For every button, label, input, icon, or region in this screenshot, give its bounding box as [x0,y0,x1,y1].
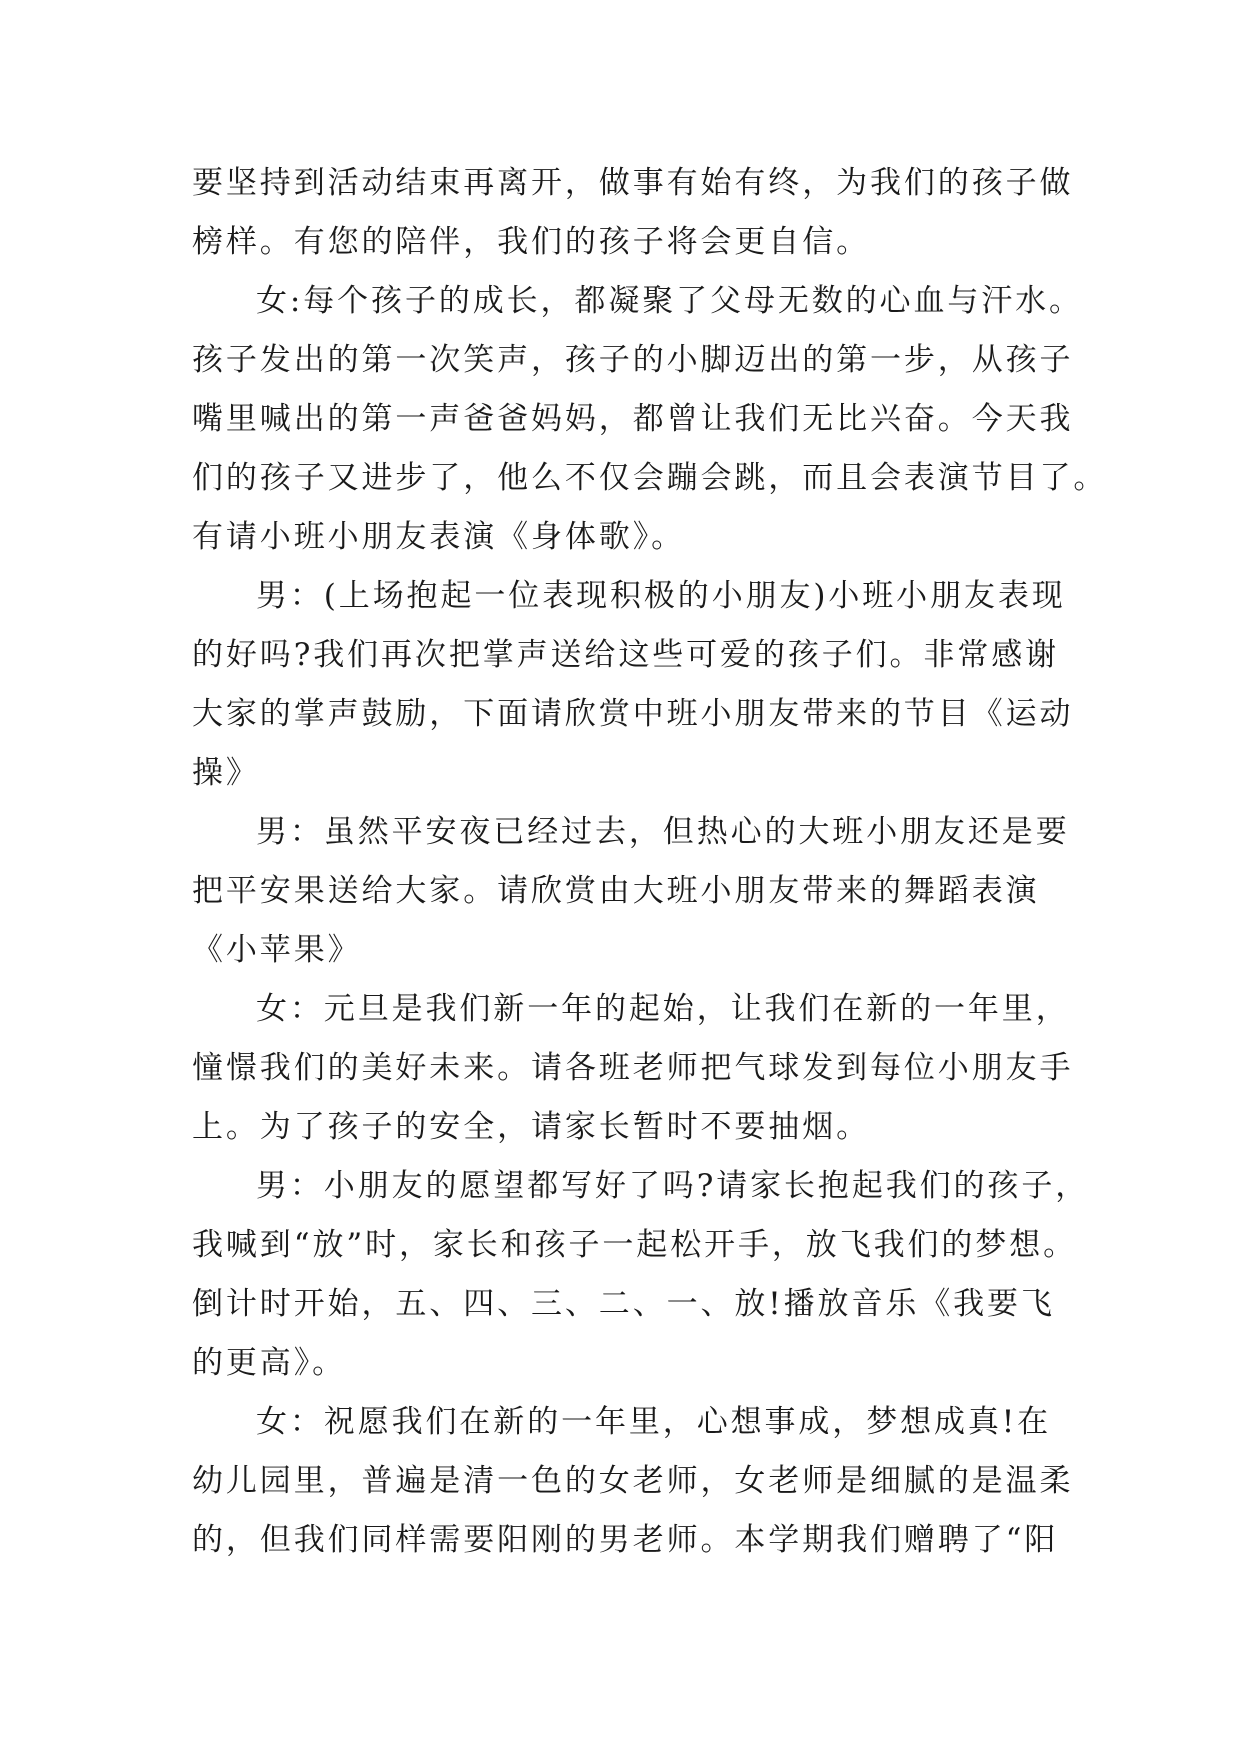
text-line: 把平安果送给大家。请欣赏由大班小朋友带来的舞蹈表演 [192,873,1040,909]
text-line: 孩子发出的第一次笑声，孩子的小脚迈出的第一步，从孩子 [192,342,1074,378]
text-line: 的更高》。 [192,1345,346,1381]
paragraph-start-line: 男：小朋友的愿望都写好了吗?请家长抱起我们的孩子， [256,1168,1090,1204]
text-line: 我喊到“放”时，家长和孩子一起松开手，放飞我们的梦想。 [192,1227,1077,1263]
text-line: 上。为了孩子的安全，请家长暂时不要抽烟。 [192,1109,870,1145]
text-line: 嘴里喊出的第一声爸爸妈妈，都曾让我们无比兴奋。今天我 [192,401,1074,437]
text-line: 《小苹果》 [192,932,362,968]
text-line: 倒计时开始，五、四、三、二、一、放!播放音乐《我要飞 [192,1286,1055,1322]
text-line: 幼儿园里，普遍是清一色的女老师，女老师是细腻的是温柔 [192,1463,1074,1499]
text-line: 有请小班小朋友表演《身体歌》。 [192,519,685,555]
paragraph-start-line: 男：(上场抱起一位表现积极的小朋友)小班小朋友表现 [256,578,1066,614]
text-line: 操》 [192,755,260,791]
text-line: 榜样。有您的陪伴，我们的孩子将会更自信。 [192,224,870,260]
paragraph-start-line: 女：祝愿我们在新的一年里，心想事成，梦想成真!在 [256,1404,1052,1440]
text-line: 憧憬我们的美好未来。请各班老师把气球发到每位小朋友手 [192,1050,1074,1086]
text-line: 要坚持到活动结束再离开，做事有始有终，为我们的孩子做 [192,165,1074,201]
text-line: 们的孩子又进步了，他么不仅会蹦会跳，而且会表演节目了。 [192,460,1108,496]
document-body [192,154,1108,1570]
paragraph-start-line: 女：元旦是我们新一年的起始，让我们在新的一年里， [256,991,1070,1027]
text-line: 大家的掌声鼓励，下面请欣赏中班小朋友带来的节目《运动 [192,696,1074,732]
text-line: 的，但我们同样需要阳刚的男老师。本学期我们赠聘了“阳 [192,1522,1059,1558]
paragraph-start-line: 女:每个孩子的成长，都凝聚了父母无数的心血与汗水。 [256,283,1083,319]
paragraph-start-line: 男：虽然平安夜已经过去，但热心的大班小朋友还是要 [256,814,1070,850]
text-line: 的好吗?我们再次把掌声送给这些可爱的孩子们。非常感谢 [192,637,1060,673]
